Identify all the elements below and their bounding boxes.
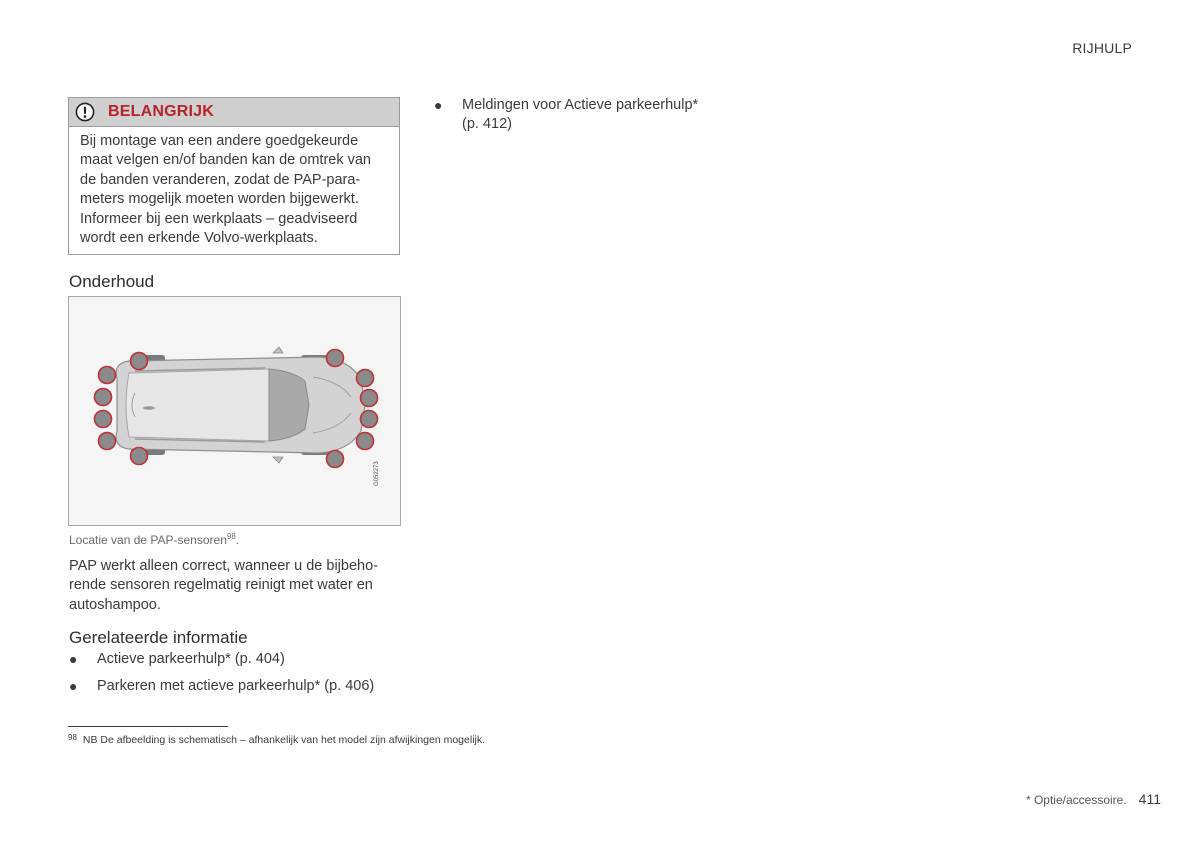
footnote-text: NB De afbeelding is schematisch – afhankelijk van het model zijn afwijkingen mogelijk. <box>82 734 486 746</box>
related-info-list <box>69 650 374 704</box>
list-item[interactable] <box>69 677 374 704</box>
warning-box <box>68 97 400 255</box>
related-info-list-continued <box>434 96 699 133</box>
related-info-heading: Gerelateerde informatie <box>69 628 248 647</box>
list-item[interactable] <box>434 96 699 133</box>
warning-line: meters mogelijk moeten worden bijgewerkt. <box>80 191 359 208</box>
maintenance-paragraph <box>69 557 378 615</box>
related-link-line: (p. 412) <box>462 116 512 133</box>
footnote-divider <box>68 726 228 727</box>
bullet-icon: ● <box>69 651 78 667</box>
page-number: 411 <box>1138 791 1161 807</box>
related-link[interactable]: Parkeren met actieve parkeerhulp* (p. 406) <box>97 678 375 694</box>
related-link[interactable]: Actieve parkeerhulp* (p. 404) <box>97 651 285 667</box>
bullet-icon: ● <box>434 97 443 113</box>
paragraph-line: PAP werkt alleen correct, wanneer u de bijbeho- <box>69 558 378 574</box>
car-top-view-illustration <box>69 297 400 525</box>
warning-text <box>69 127 399 248</box>
warning-line: wordt een erkende Volvo-werkplaats. <box>80 230 318 247</box>
related-link[interactable] <box>462 96 698 135</box>
warning-line: Informeer bij een werkplaats – geadviseerd <box>80 210 358 227</box>
footnote <box>68 733 485 746</box>
page-footer <box>1026 791 1161 807</box>
warning-line: de banden veranderen, zodat de PAP-para- <box>80 171 361 188</box>
caption-end: . <box>235 533 240 547</box>
warning-line: maat velgen en/of banden kan de omtrek van <box>80 152 371 169</box>
bullet-icon: ● <box>69 678 78 694</box>
section-title: RIJHULP <box>1072 40 1132 56</box>
figure-caption <box>69 532 239 547</box>
caption-footnote-ref: 98 <box>226 532 236 541</box>
warning-title: BELANGRIJK <box>108 103 215 120</box>
paragraph-line: rende sensoren regelmatig reinigt met water en <box>69 577 373 594</box>
list-item[interactable] <box>69 650 374 677</box>
warning-line: Bij montage van een andere goedgekeurde <box>80 133 359 149</box>
footnote-number: 98 <box>68 733 77 742</box>
maintenance-heading: Onderhoud <box>69 272 155 291</box>
option-note: * Optie/accessoire. <box>1025 793 1127 807</box>
related-link-line: Meldingen voor Actieve parkeerhulp* <box>462 97 699 113</box>
exclamation-icon <box>75 102 95 122</box>
paragraph-line: autoshampoo. <box>69 596 161 613</box>
caption-text: Locatie van de PAP-sensoren <box>69 533 227 547</box>
sensor-location-figure <box>68 296 401 526</box>
warning-header <box>69 98 399 127</box>
figure-code: G052273 <box>374 461 380 486</box>
